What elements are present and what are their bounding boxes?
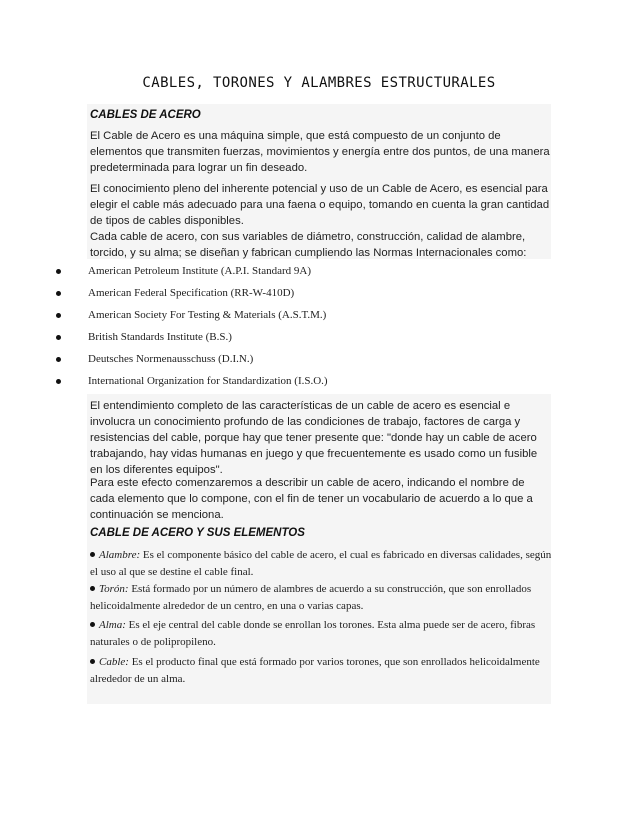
paragraph: Cada cable de acero, con sus variables de diámetro, construcción, calidad de alambre, torcido, y su alma; se diseñan y fabrican cumpliendo las Normas Internacionales como: [90,231,527,259]
paragraph: El entendimiento completo de las características de un cable de acero es esencial e involucra un conocimiento profundo de las condiciones de trabajo, factores de carga y resistencias del cable, porque hay que tener presente que: "donde hay un cable de acero trabajando, hay vidas humanas en juego y que frecuentemente es usado como un fusible en los diferentes equipos". [90,400,538,476]
paragraph: El Cable de Acero es una máquina simple, que está compuesto de un conjunto de elementos que transmiten fuerzas, movimientos y energía entre dos puntos, de una manera predeterminada para lograr un fin deseado. [90,130,550,174]
list-item: American Society For Testing & Materials (A.S.T.M.) [0,307,638,329]
standards-list [0,263,638,395]
element-definition: Alambre: Es el componente básico del cable de acero, el cual es fabricado en diversas calidades, según el uso al que se destine el cable final. [90,549,552,578]
bullet-icon [56,269,61,274]
list-item: American Petroleum Institute (A.P.I. Standard 9A) [0,263,638,285]
element-definition: Cable: Es el producto final que está formado por varios torones, que son enrollados helicoidalmente alrededor de un alma. [90,656,540,685]
bullet-icon [56,335,61,340]
section-heading-elementos: CABLE DE ACERO Y SUS ELEMENTOS [90,527,305,539]
bullet-icon [90,586,95,591]
bullet-icon [56,357,61,362]
bullet-icon [90,659,95,664]
bullet-icon [56,313,61,318]
list-item: American Federal Specification (RR-W-410D) [0,285,638,307]
list-item: British Standards Institute (B.S.) [0,329,638,351]
bullet-icon [56,291,61,296]
page-title: CABLES, TORONES Y ALAMBRES ESTRUCTURALES [142,75,496,91]
paragraph: El conocimiento pleno del inherente potencial y uso de un Cable de Acero, es esencial para elegir el cable más adecuado para una faena o equipo, tomando en cuenta la gran cantidad de tipos de cables disponibles. [90,183,550,227]
element-definition: Alma: Es el eje central del cable donde se enrollan los torones. Esta alma puede ser de acero, fibras naturales o de polipropileno. [90,619,536,648]
element-definition: Torón: Está formado por un número de alambres de acuerdo a su construcción, que son enrollados helicoidalmente alrededor de un centro, en una o varias capas. [90,583,532,612]
list-item: Deutsches Normenausschuss (D.I.N.) [0,351,638,373]
bullet-icon [90,622,95,627]
bullet-icon [56,379,61,384]
section-heading-cables-de-acero: CABLES DE ACERO [90,109,201,121]
paragraph: Para este efecto comenzaremos a describir un cable de acero, indicando el nombre de cada elemento que lo compone, con el fin de tener un vocabulario de acuerdo a lo que a continuación se menciona. [90,477,533,521]
list-item: International Organization for Standardization (I.S.O.) [0,373,638,395]
bullet-icon [90,552,95,557]
